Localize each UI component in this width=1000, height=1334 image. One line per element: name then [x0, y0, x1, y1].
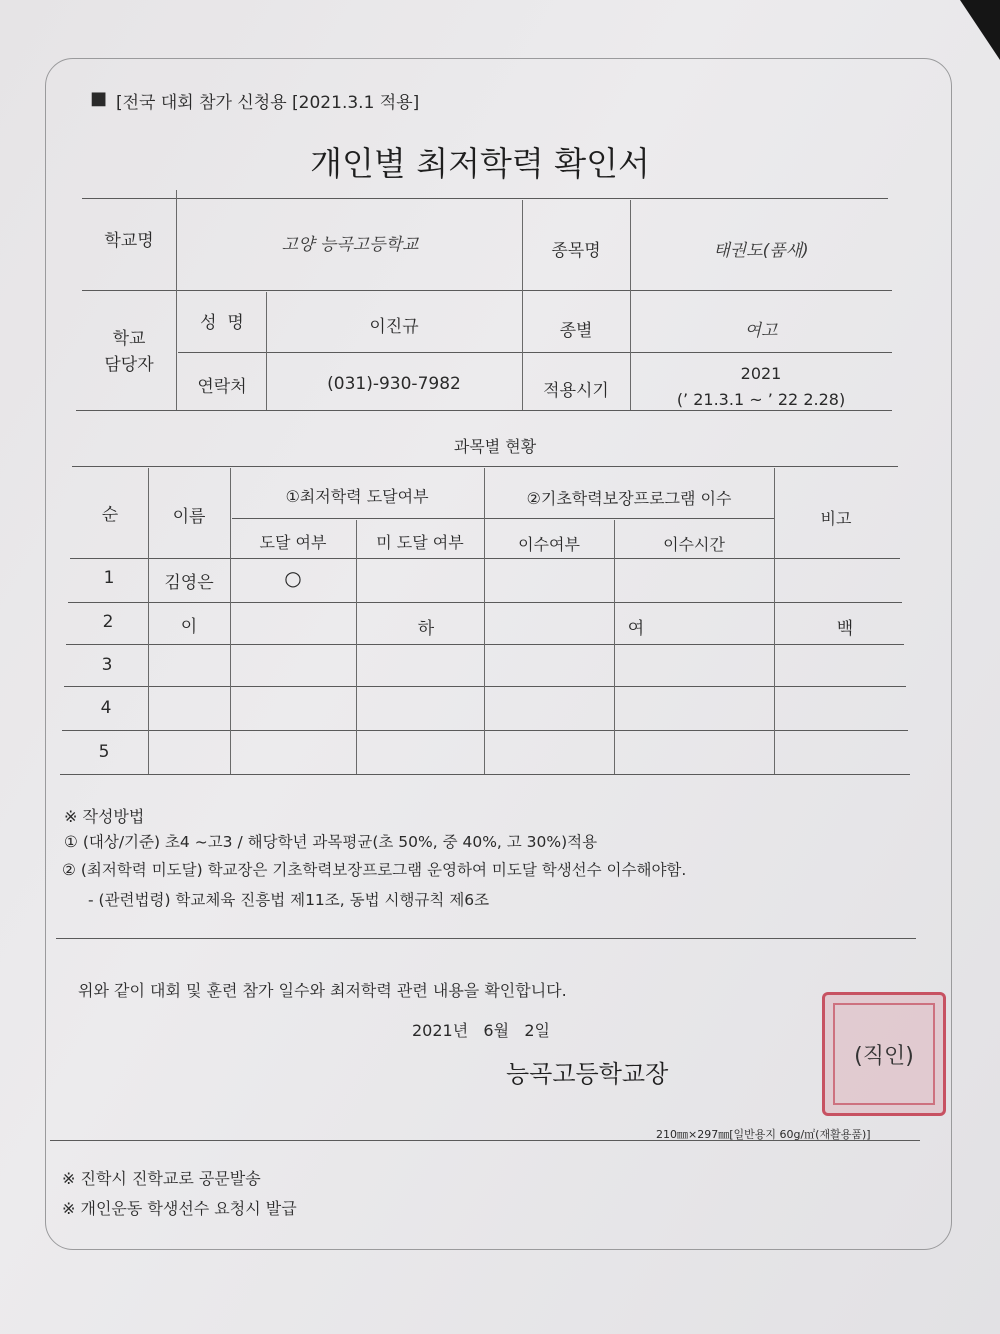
sub-reached-header: 도달 여부: [259, 533, 327, 552]
contact-value: (031)-930-7982: [327, 374, 461, 394]
row2-no: 2: [102, 612, 114, 632]
row5-no: 5: [98, 742, 110, 762]
school-label: 학교명: [104, 231, 154, 251]
table-top-line: [72, 466, 898, 467]
official-seal-stamp: [822, 992, 946, 1116]
name-value: 이진규: [369, 317, 419, 337]
period-label: 적용시기: [543, 381, 609, 401]
col-name-header: 이름: [172, 507, 206, 527]
row4-no: 4: [100, 698, 112, 718]
footer-note-1: ※ 진학시 진학교로 공문발송: [62, 1169, 261, 1188]
row2-remark: 백: [836, 619, 854, 639]
header-bullet: ■: [90, 88, 108, 109]
table-vline-name: [230, 468, 231, 774]
notes-heading: ※ 작성방법: [64, 807, 145, 826]
form-subtitle: [전국 대회 참가 신청용 [2021.3.1 적용]: [116, 93, 420, 113]
school-value: 고양 능곡고등학교: [281, 235, 419, 255]
name-label: 성 명: [200, 313, 244, 333]
col-no-header: 순: [101, 505, 119, 525]
paper-spec: 210㎜×297㎜[일반용지 60g/㎡(재활용품)]: [656, 1128, 871, 1141]
table-subheader-line: [232, 518, 774, 519]
section-title: 과목별 현황: [453, 437, 537, 456]
contact-label: 연락처: [197, 377, 247, 397]
group1-header: ①최저학력 도달여부: [285, 487, 429, 506]
group2-header: ②기초학력보장프로그램 이수: [526, 489, 732, 508]
notes-line-3: - (관련법령) 학교체육 진흥법 제11조, 동법 시행규칙 제6조: [88, 891, 490, 909]
event-value: 태권도(품새): [713, 241, 809, 261]
row1-no: 1: [103, 568, 115, 588]
footer-divider: [50, 1140, 920, 1141]
manager-label-2: 담당자: [104, 355, 154, 375]
period-value-year: 2021: [740, 364, 782, 383]
row2-hours: 여: [627, 619, 645, 639]
info-line-2: [82, 290, 892, 291]
notes-line-2: ② (최저학력 미도달) 학교장은 기초학력보장프로그램 운영하여 미도달 학생선수 이수해야함.: [62, 861, 687, 879]
sub-not-reached-header: 미 도달 여부: [376, 533, 464, 552]
table-header-line: [70, 558, 900, 559]
row2-not-reached: 하: [417, 619, 435, 639]
col-remark-header: 비고: [820, 509, 852, 528]
category-value: 여고: [744, 321, 778, 341]
info-top-line: [82, 198, 888, 199]
principal-name: 능곡고등학교장: [506, 1060, 669, 1088]
notes-divider: [56, 938, 916, 939]
sub-completed-header: 이수여부: [518, 535, 580, 554]
info-vline-1: [176, 190, 177, 410]
row1-reached: ○: [284, 566, 302, 590]
table-row-line-2: [66, 644, 904, 645]
footer-note-2: ※ 개인운동 학생선수 요청시 발급: [62, 1199, 297, 1218]
row2-name: 이: [180, 617, 198, 637]
event-label: 종목명: [551, 241, 601, 261]
info-line-3: [178, 352, 892, 353]
table-bottom-line: [60, 774, 910, 775]
table-row-line-3: [64, 686, 906, 687]
category-label: 종별: [559, 321, 593, 341]
info-bottom-line: [76, 410, 892, 411]
notes-line-1: ① (대상/기준) 초4 ~고3 / 해당학년 과목평균(초 50%, 중 40%, 고 30%)적용: [64, 833, 598, 851]
table-row-line-4: [62, 730, 908, 731]
confirm-statement: 위와 같이 대회 및 훈련 참가 일수와 최저학력 관련 내용을 확인합니다.: [78, 981, 567, 1000]
sub-hours-header: 이수시간: [663, 535, 725, 554]
row1-name: 김영은: [164, 573, 214, 593]
page-title: 개인별 최저학력 확인서: [310, 144, 650, 183]
table-vline-completed: [614, 520, 615, 774]
row3-no: 3: [101, 655, 113, 675]
manager-label-1: 학교: [112, 329, 146, 349]
table-row-line-1: [68, 602, 902, 603]
period-value-range: (’ 21.3.1 ~ ’ 22 2.28): [676, 390, 846, 409]
seal-text: (직인): [854, 1044, 914, 1069]
table-vline-reached: [356, 520, 357, 774]
confirm-date: 2021년 6월 2일: [412, 1021, 550, 1040]
